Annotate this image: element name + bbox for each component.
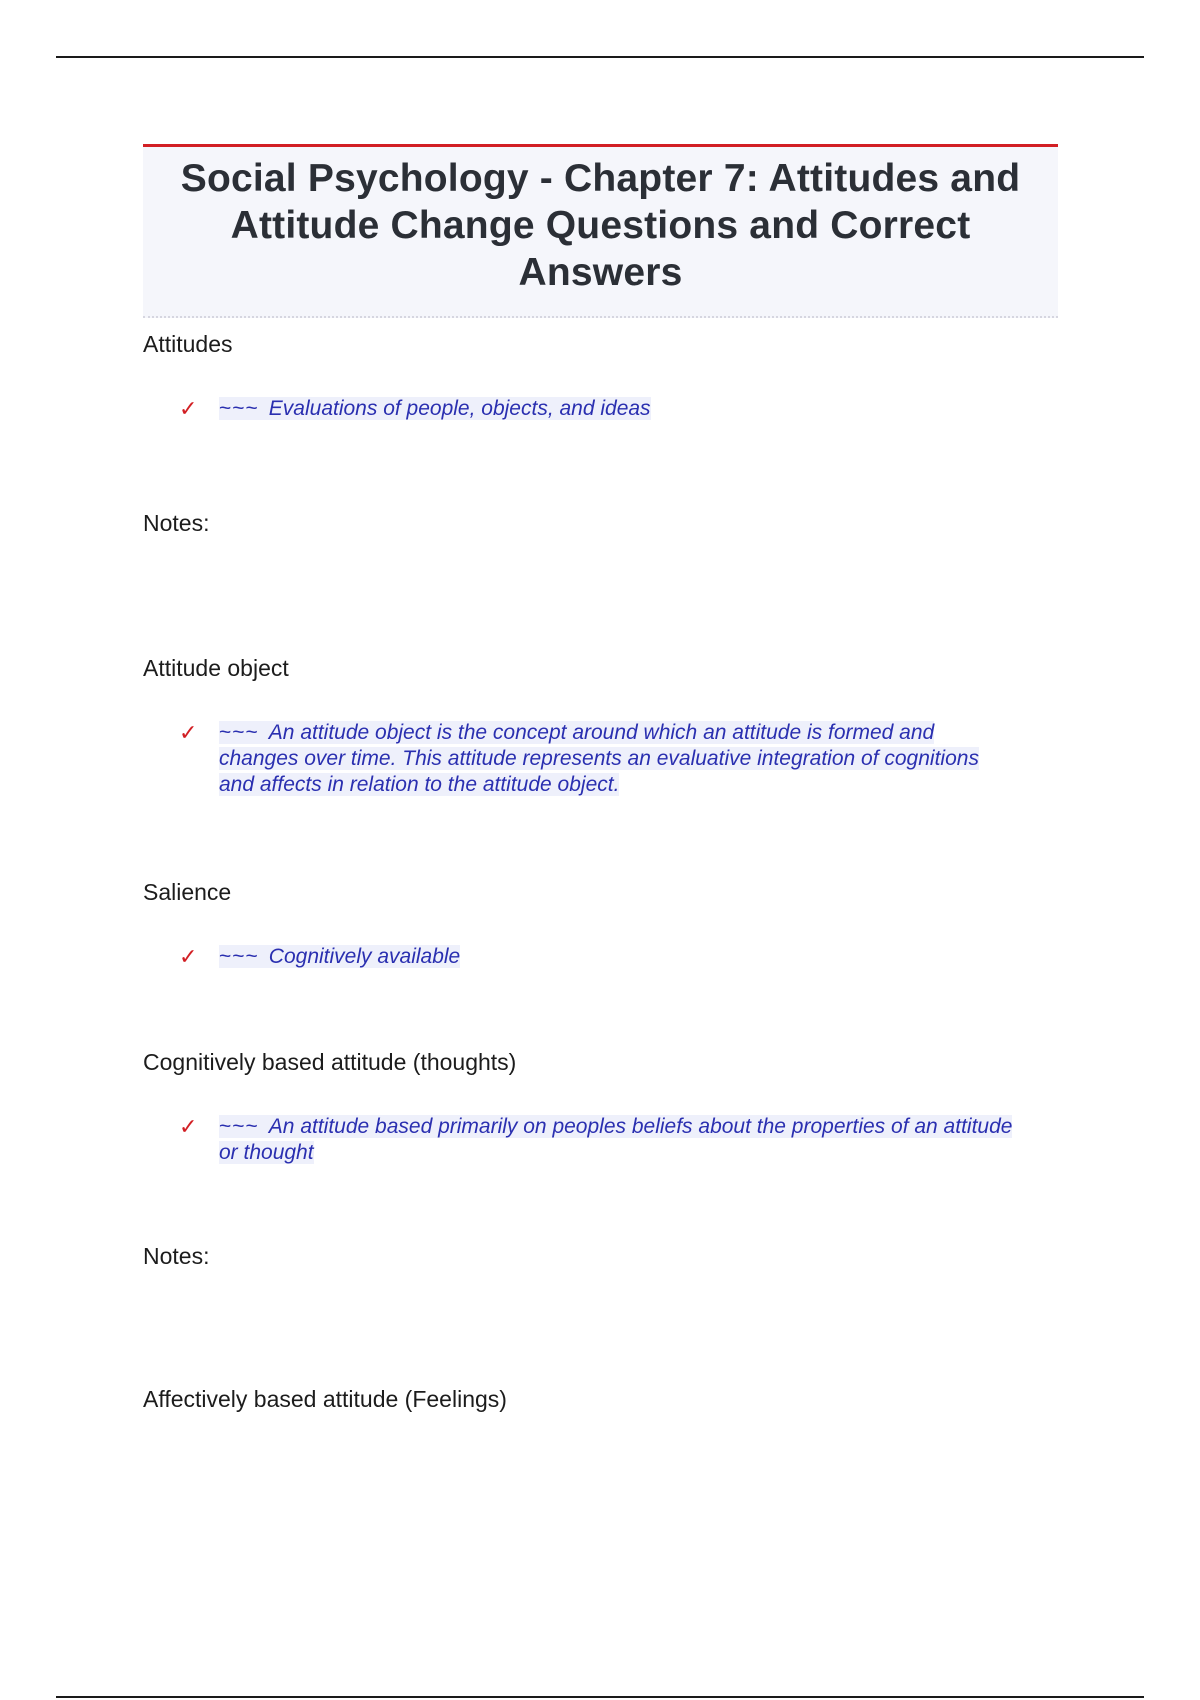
- qa-item: [143, 330, 1058, 422]
- answer-content: Cognitively available: [268, 945, 461, 968]
- question-text: Attitude object: [143, 655, 289, 681]
- answer-content: An attitude object is the concept around which an attitude is formed and changes over time. This attitude represents an evaluative integration of cognitions and affects in relation to the attitude object.: [219, 721, 979, 796]
- answer-row: [179, 720, 1058, 798]
- answer-row: [179, 944, 1058, 970]
- answer-prefix: ~~~: [219, 945, 259, 968]
- answer-prefix: ~~~: [219, 1115, 259, 1138]
- notes-item: [143, 1242, 1058, 1270]
- question-text: Affectively based attitude (Feelings): [143, 1386, 507, 1412]
- answer-row: [179, 396, 1058, 422]
- title-box: [143, 144, 1058, 318]
- question-text: Salience: [143, 879, 232, 905]
- question-text: Cognitively based attitude (thoughts): [143, 1049, 517, 1075]
- notes-item: [143, 509, 1058, 537]
- answer-content: Evaluations of people, objects, and ideas: [268, 397, 651, 420]
- checkmark-icon: ✓: [179, 944, 198, 969]
- bottom-rule: [56, 1696, 1144, 1698]
- top-rule: [56, 56, 1144, 58]
- checkmark-icon: ✓: [179, 720, 198, 745]
- answer-prefix: ~~~: [219, 721, 259, 744]
- checkmark-icon: ✓: [179, 396, 198, 421]
- qa-item: [143, 654, 1058, 798]
- checkmark-icon: ✓: [179, 1114, 198, 1139]
- qa-item: [143, 1385, 1058, 1413]
- qa-item: [143, 878, 1058, 970]
- document-body: [143, 144, 1058, 1413]
- answer-text: [219, 1114, 1019, 1166]
- answer-prefix: ~~~: [219, 397, 259, 420]
- question-text: Attitudes: [143, 331, 233, 357]
- notes-label: Notes:: [143, 1243, 210, 1269]
- qa-list: [143, 330, 1058, 1413]
- qa-item: [143, 1048, 1058, 1166]
- answer-content: An attitude based primarily on peoples beliefs about the properties of an attitude or thought: [219, 1115, 1013, 1164]
- page-title: Social Psychology - Chapter 7: Attitudes and Attitude Change Questions and Correct Answers: [180, 157, 1021, 294]
- answer-text: [219, 396, 651, 422]
- notes-label: Notes:: [143, 510, 210, 536]
- answer-text: [219, 944, 460, 970]
- answer-row: [179, 1114, 1058, 1166]
- answer-text: [219, 720, 1019, 798]
